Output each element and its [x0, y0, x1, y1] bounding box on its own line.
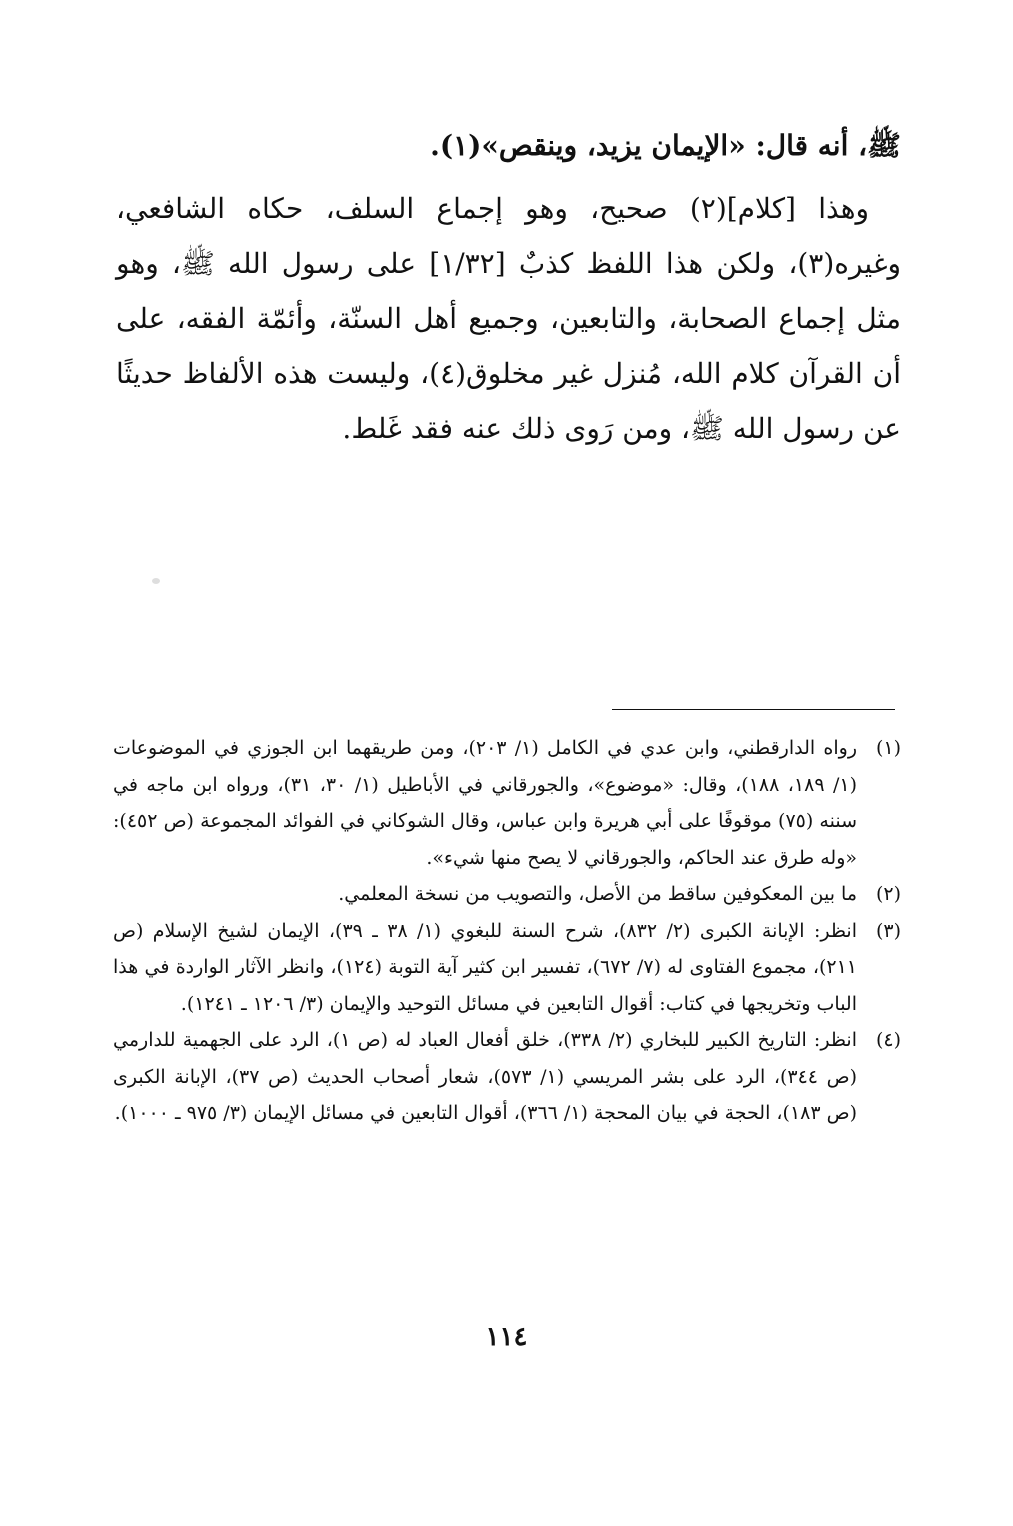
footnote-item: [113, 876, 901, 913]
page-number: ١١٤: [485, 1322, 528, 1352]
footnote-text: ما بين المعكوفين ساقط من الأصل، والتصويب من نسخة المعلمي.: [338, 883, 857, 905]
footnotes-list: [113, 730, 901, 1132]
scan-speck: [152, 578, 160, 584]
footnote-number: (٣): [875, 919, 901, 942]
opening-line: ﷺ، أنه قال: «الإيمان يزيد، وينقص»(١).: [430, 129, 901, 162]
footnote-text: انظر: التاريخ الكبير للبخاري (٢/ ٣٣٨)، خلق أفعال العباد له (ص ١)، الرد على الجهمية للدارمي (ص ٣٤٤)، الرد على بشر المريسي (١/ ٥٧٣)، شعار أصحاب الحديث (ص ٣٧)، الإبانة الكبرى (ص ١٨٣)، الحجة في بيان المحجة (١/ ٣٦٦)، أقوال التابعين في مسائل الإيمان (٣/ ٩٧٥ ـ ١٠٠٠).: [113, 1029, 857, 1124]
footnote-text: انظر: الإبانة الكبرى (٢/ ٨٣٢)، شرح السنة للبغوي (١/ ٣٨ ـ ٣٩)، الإيمان لشيخ الإسلام (ص ٢١١)، مجموع الفتاوى له (٧/ ٦٧٢)، تفسير ابن كثير آية التوبة (١٢٤)، وانظر الآثار الواردة في هذا الباب وتخريجها في كتاب: أقوال التابعين في مسائل التوحيد والإيمان (٣/ ١٢٠٦ ـ ١٢٤١).: [113, 919, 857, 1015]
footnote-number: (٢): [875, 883, 901, 905]
main-text-block: [116, 118, 901, 456]
main-paragraph: وهذا [كلام](٢) صحيح، وهو إجماع السلف، حكاه الشافعي، وغيره(٣)، ولكن هذا اللفظ كذبٌ [١/٣٢] على رسول الله ﷺ، وهو مثل إجماع الصحابة، والتابعين، وجميع أهل السنّة، وأئمّة الفقه، على أن القرآن كلام الله، مُنزل غير مخلوق(٤)، وليست هذه الألفاظ حديثًا عن رسول الله ﷺ، ومن رَوى ذلك عنه فقد غَلط.: [116, 192, 901, 445]
footnote-item: [113, 1022, 901, 1132]
footnote-item: [113, 730, 901, 876]
footnote-text: رواه الدارقطني، وابن عدي في الكامل (١/ ٢٠٣)، ومن طريقهما ابن الجوزي في الموضوعات (١/ ١٨٩، ١٨٨)، وقال: «موضوع»، والجورقاني في الأباطيل (١/ ٣٠، ٣١)، ورواه ابن ماجه في سننه (٧٥) موقوفًا على أبي هريرة وابن عباس، وقال الشوكاني في الفوائد المجموعة (ص ٤٥٢): «وله طرق عند الحاكم، والجورقاني لا يصح منها شيء».: [113, 737, 858, 869]
footnote-number: (٤): [875, 1029, 901, 1051]
footnote-number: (١): [875, 737, 901, 759]
footnote-item: [113, 913, 901, 1023]
footnote-separator: [612, 709, 895, 710]
